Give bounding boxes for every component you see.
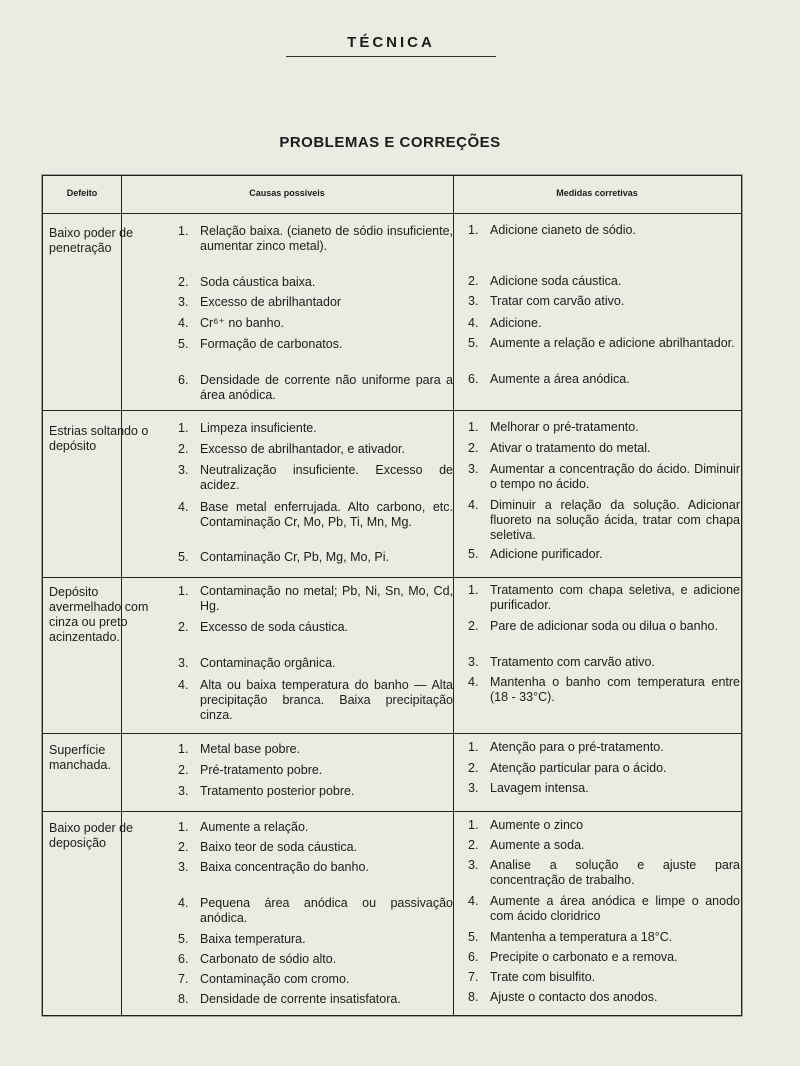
item-number: 1. xyxy=(468,740,479,754)
item-number: 2. xyxy=(468,761,479,775)
item-number: 1. xyxy=(468,583,479,597)
item-text: Densidade de corrente insatisfatora. xyxy=(200,992,401,1006)
section-header: TÉCNICA xyxy=(347,34,435,51)
measure-item xyxy=(468,336,740,351)
column-header-causes: Causas possíveis xyxy=(249,188,325,198)
item-text: Base metal enferrujada. Alto carbono, etc. Contaminação Cr, Mo, Pb, Ti, Mn, Mg. xyxy=(200,500,453,529)
measure-item xyxy=(468,619,740,634)
measure-item xyxy=(468,316,740,331)
cause-item xyxy=(178,500,453,530)
item-number: 5. xyxy=(468,547,479,561)
item-number: 4. xyxy=(468,498,479,512)
item-text: Mantenha o banho com temperatura entre (18 - 33°C). xyxy=(490,675,740,704)
cause-item xyxy=(178,550,453,565)
item-text: Atenção para o pré-tratamento. xyxy=(490,740,664,754)
measure-item xyxy=(468,761,740,776)
cause-item xyxy=(178,373,453,403)
item-number: 6. xyxy=(178,373,189,387)
measure-item xyxy=(468,970,740,985)
cause-item xyxy=(178,932,453,947)
item-text: Alta ou baixa temperatura do banho — Alta precipitação branca. Baixa precipitação cinza. xyxy=(200,678,453,722)
measure-item xyxy=(468,675,740,705)
item-text: Adicione cianeto de sódio. xyxy=(490,223,636,237)
cause-item xyxy=(178,763,453,778)
item-text: Excesso de abrilhantador xyxy=(200,295,342,309)
cause-item xyxy=(178,463,453,493)
item-text: Baixa concentração do banho. xyxy=(200,860,369,874)
item-text: Carbonato de sódio alto. xyxy=(200,952,337,966)
item-number: 4. xyxy=(178,678,189,692)
corrections-table xyxy=(42,175,742,1016)
item-text: Melhorar o pré-tratamento. xyxy=(490,420,639,434)
column-header-measures: Medidas corretivas xyxy=(556,188,638,198)
item-number: 3. xyxy=(468,462,479,476)
cause-item xyxy=(178,742,453,757)
column-header-defect: Defeito xyxy=(66,188,98,198)
item-text: Densidade de corrente não uniforme para a área anódica. xyxy=(200,373,453,402)
item-number: 3. xyxy=(468,294,479,308)
item-text: Contaminação Cr, Pb, Mg, Mo, Pi. xyxy=(200,550,389,564)
item-text: Pequena área anódica ou passivação anódica. xyxy=(200,896,453,925)
item-text: Pare de adicionar soda ou dilua o banho. xyxy=(490,619,718,633)
cause-item xyxy=(178,678,453,723)
item-number: 3. xyxy=(178,784,189,798)
cause-item xyxy=(178,840,453,855)
row-divider xyxy=(43,410,741,411)
item-number: 4. xyxy=(178,316,189,330)
cause-item xyxy=(178,896,453,926)
measure-item xyxy=(468,372,740,387)
item-number: 7. xyxy=(468,970,479,984)
measure-item xyxy=(468,950,740,965)
cause-item xyxy=(178,421,453,436)
measure-item xyxy=(468,274,740,289)
cause-item xyxy=(178,224,453,254)
row-divider xyxy=(43,811,741,812)
item-text: Contaminação no metal; Pb, Ni, Sn, Mo, Cd, Hg. xyxy=(200,584,453,613)
item-text: Cr⁶⁺ no banho. xyxy=(200,316,285,330)
item-text: Excesso de abrilhantador, e ativador. xyxy=(200,442,405,456)
measure-item xyxy=(468,781,740,796)
page-title: PROBLEMAS E CORREÇÕES xyxy=(279,134,501,151)
item-number: 3. xyxy=(468,858,479,872)
item-number: 2. xyxy=(178,763,189,777)
item-text: Trate com bisulfito. xyxy=(490,970,596,984)
item-number: 5. xyxy=(178,550,189,564)
row-divider xyxy=(43,577,741,578)
item-number: 1. xyxy=(178,742,189,756)
measure-item xyxy=(468,498,740,543)
defect-cell: Estrias soltando o depósito xyxy=(49,424,149,453)
item-number: 5. xyxy=(468,930,479,944)
item-number: 2. xyxy=(468,274,479,288)
measure-item xyxy=(468,583,740,613)
item-text: Tratamento com carvão ativo. xyxy=(490,655,655,669)
item-text: Baixo teor de soda cáustica. xyxy=(200,840,358,854)
item-text: Baixa temperatura. xyxy=(200,932,306,946)
item-number: 4. xyxy=(178,896,189,910)
item-text: Aumente a área anódica e limpe o anodo com ácido cloridrico xyxy=(490,894,740,923)
item-number: 4. xyxy=(468,675,479,689)
cause-item xyxy=(178,820,453,835)
item-number: 8. xyxy=(178,992,189,1006)
item-number: 6. xyxy=(468,372,479,386)
item-number: 5. xyxy=(178,932,189,946)
cause-item xyxy=(178,337,453,352)
measure-item xyxy=(468,223,740,238)
measure-item xyxy=(468,655,740,670)
measure-item xyxy=(468,838,740,853)
cause-item xyxy=(178,295,453,310)
measure-item xyxy=(468,462,740,492)
item-text: Tratar com carvão ativo. xyxy=(490,294,625,308)
item-number: 4. xyxy=(468,894,479,908)
defect-cell: Baixo poder de deposição xyxy=(49,821,134,850)
header-rule xyxy=(286,56,496,57)
defect-cell: Superfície manchada. xyxy=(49,743,111,772)
item-text: Excesso de soda cáustica. xyxy=(200,620,348,634)
item-number: 2. xyxy=(178,275,189,289)
row-divider xyxy=(43,733,741,734)
measure-item xyxy=(468,930,740,945)
item-text: Formação de carbonatos. xyxy=(200,337,343,351)
item-text: Limpeza insuficiente. xyxy=(200,421,317,435)
item-number: 4. xyxy=(178,500,189,514)
item-text: Metal base pobre. xyxy=(200,742,301,756)
item-number: 3. xyxy=(178,860,189,874)
measure-item xyxy=(468,740,740,755)
cause-item xyxy=(178,275,453,290)
defect-cell: Depósito avermelhado com cinza ou preto acinzentado. xyxy=(49,585,149,644)
item-number: 3. xyxy=(468,655,479,669)
item-text: Precipite o carbonato e a remova. xyxy=(490,950,678,964)
measure-item xyxy=(468,990,740,1005)
item-number: 7. xyxy=(178,972,189,986)
defect-cell: Baixo poder de penetração xyxy=(49,226,134,255)
header-divider xyxy=(43,213,741,214)
item-number: 8. xyxy=(468,990,479,1004)
item-text: Pré-tratamento pobre. xyxy=(200,763,323,777)
item-number: 3. xyxy=(178,295,189,309)
item-number: 2. xyxy=(468,838,479,852)
item-number: 5. xyxy=(468,336,479,350)
measure-item xyxy=(468,894,740,924)
item-text: Aumente a relação. xyxy=(200,820,309,834)
measure-item xyxy=(468,441,740,456)
item-number: 6. xyxy=(178,952,189,966)
cause-item xyxy=(178,860,453,875)
item-text: Ativar o tratamento do metal. xyxy=(490,441,651,455)
cause-item xyxy=(178,656,453,671)
item-text: Aumente a soda. xyxy=(490,838,585,852)
column-divider xyxy=(453,176,454,1015)
item-number: 2. xyxy=(468,441,479,455)
item-text: Diminuir a relação da solução. Adicionar fluoreto na solução ácida, tratar com chapa seletiva. xyxy=(490,498,740,542)
item-number: 2. xyxy=(178,840,189,854)
cause-item xyxy=(178,316,453,331)
item-number: 1. xyxy=(178,224,189,238)
item-number: 1. xyxy=(468,420,479,434)
item-text: Relação baixa. (cianeto de sódio insuficiente, aumentar zinco metal). xyxy=(200,224,453,253)
item-number: 2. xyxy=(178,620,189,634)
item-number: 6. xyxy=(468,950,479,964)
item-number: 1. xyxy=(468,223,479,237)
item-number: 3. xyxy=(178,656,189,670)
measure-item xyxy=(468,294,740,309)
item-text: Analise a solução e ajuste para concentração de trabalho. xyxy=(490,858,740,887)
item-number: 4. xyxy=(468,316,479,330)
item-text: Neutralização insuficiente. Excesso de acidez. xyxy=(200,463,453,492)
cause-item xyxy=(178,584,453,614)
item-number: 1. xyxy=(178,584,189,598)
item-number: 1. xyxy=(178,820,189,834)
item-text: Aumente a relação e adicione abrilhantador. xyxy=(490,336,735,350)
item-number: 3. xyxy=(178,463,189,477)
item-number: 1. xyxy=(178,421,189,435)
item-text: Aumente a área anódica. xyxy=(490,372,630,386)
measure-item xyxy=(468,420,740,435)
item-text: Contaminação orgânica. xyxy=(200,656,336,670)
item-text: Adicione. xyxy=(490,316,542,330)
measure-item xyxy=(468,818,740,833)
item-text: Atenção particular para o ácido. xyxy=(490,761,667,775)
measure-item xyxy=(468,858,740,888)
item-text: Tratamento posterior pobre. xyxy=(200,784,355,798)
cause-item xyxy=(178,972,453,987)
item-number: 5. xyxy=(178,337,189,351)
cause-item xyxy=(178,784,453,799)
cause-item xyxy=(178,620,453,635)
item-text: Adicione soda cáustica. xyxy=(490,274,622,288)
item-number: 2. xyxy=(178,442,189,456)
item-text: Aumentar a concentração do ácido. Diminuir o tempo no ácido. xyxy=(490,462,740,491)
item-number: 2. xyxy=(468,619,479,633)
item-text: Adicione purificador. xyxy=(490,547,603,561)
item-text: Soda cáustica baixa. xyxy=(200,275,316,289)
cause-item xyxy=(178,992,453,1007)
cause-item xyxy=(178,952,453,967)
item-text: Mantenha a temperatura a 18°C. xyxy=(490,930,673,944)
item-text: Aumente o zinco xyxy=(490,818,584,832)
item-text: Contaminação com cromo. xyxy=(200,972,350,986)
item-text: Lavagem intensa. xyxy=(490,781,589,795)
item-number: 3. xyxy=(468,781,479,795)
item-text: Tratamento com chapa seletiva, e adicione purificador. xyxy=(490,583,740,612)
measure-item xyxy=(468,547,740,562)
item-text: Ajuste o contacto dos anodos. xyxy=(490,990,658,1004)
cause-item xyxy=(178,442,453,457)
item-number: 1. xyxy=(468,818,479,832)
